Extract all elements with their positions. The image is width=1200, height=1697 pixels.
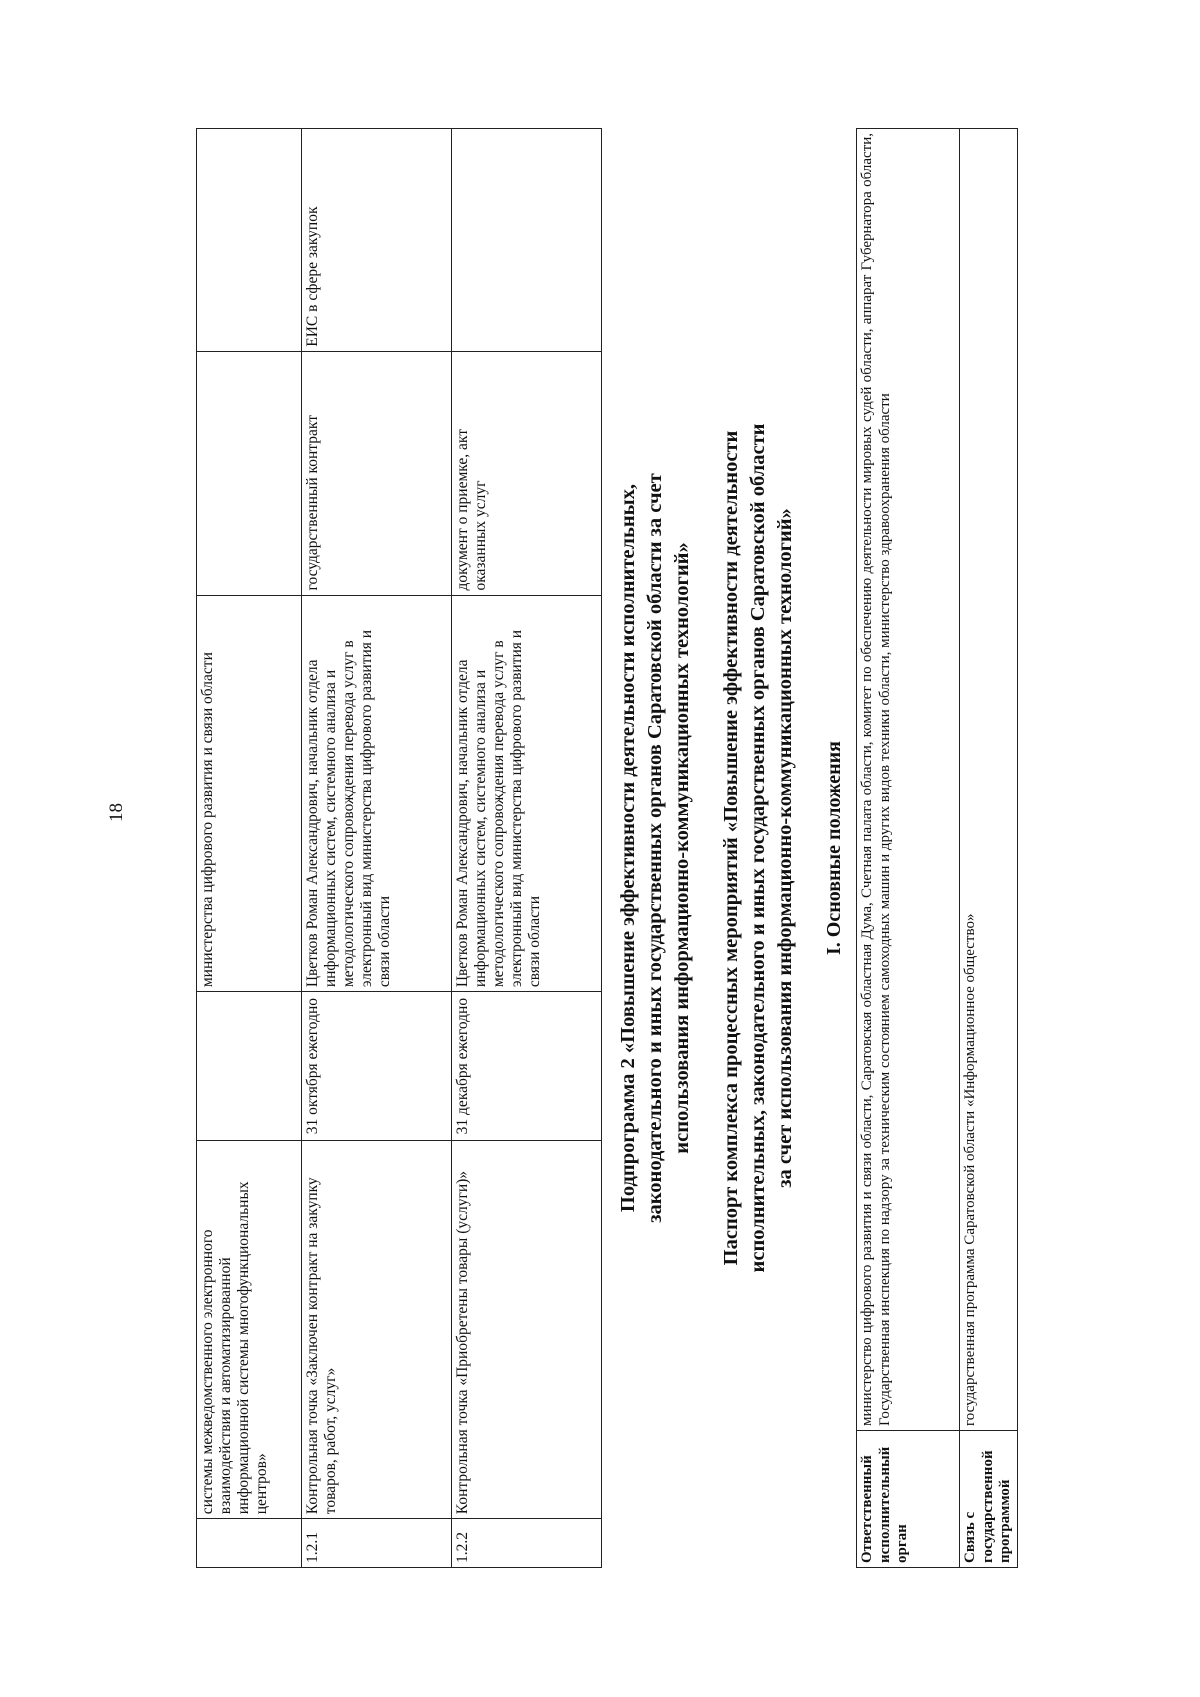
row-responsible: Цветков Роман Александрович, начальник отдела информационных систем, системного анализа и методологического сопровождения перевода услуг в электронный вид министерства цифрового развития и связи области <box>452 595 602 992</box>
row-name: системы межведомственного электронного взаимодействия и автоматизированной информационной системы многофункциональных центров» <box>197 1141 302 1519</box>
subprogram-title: Подпрограмма 2 «Повышение эффективности деятельности исполнительных, законодательного и иных государственных органов Саратовской области за счет использования информационно-коммуникационных технологий» <box>617 473 693 1223</box>
table-row <box>197 129 302 1568</box>
landscape-content <box>150 128 1080 1568</box>
row-document: государственный контракт <box>302 351 452 595</box>
row-date: 31 октября ежегодно <box>302 992 452 1141</box>
row-document <box>197 351 302 595</box>
row-number: 1.2.1 <box>302 1519 452 1568</box>
row-responsible: Цветков Роман Александрович, начальник отдела информационных систем, системного анализа и методологического сопровождения перевода услуг в электронный вид министерства цифрового развития и связи области <box>302 595 452 992</box>
row-value: государственная программа Саратовской области «Информационное общество» <box>960 129 1018 1431</box>
table-row <box>302 129 452 1568</box>
table-row <box>452 129 602 1568</box>
control-points-table <box>196 128 602 1568</box>
page-number: 18 <box>106 803 127 822</box>
table-row <box>960 129 1018 1568</box>
row-label: Связь с государственной программой <box>960 1431 1018 1568</box>
row-number: 1.2.2 <box>452 1519 602 1568</box>
row-system: ЕИС в сфере закупок <box>302 129 452 352</box>
headings-block <box>615 128 870 1568</box>
row-name: Контрольная точка «Приобретены товары (услуги)» <box>452 1141 602 1519</box>
row-system <box>452 129 602 352</box>
section-title: I. Основные положения <box>823 740 845 956</box>
basic-provisions-table <box>856 128 1018 1568</box>
row-date <box>197 992 302 1141</box>
passport-title: Паспорт комплекса процессных мероприятий «Повышение эффективности деятельности исполнительных, законодательного и иных государственных органов Саратовской области за счет использования информационно-коммуникационных технологий» <box>720 423 796 1273</box>
row-value: министерство цифрового развития и связи области, Саратовская областная Дума, Счетная палата области, комитет по обеспечению деятельности мировых судей области, аппарат Губернатора области, Государственная инспекция по надзору за техническим состоянием самоходных машин и других видов техники области, министерство здравоохранения области <box>857 129 960 1431</box>
row-document: документ о приемке, акт оказанных услуг <box>452 351 602 595</box>
row-name: Контрольная точка «Заключен контракт на закупку товаров, работ, услуг» <box>302 1141 452 1519</box>
table-row <box>857 129 960 1568</box>
row-date: 31 декабря ежегодно <box>452 992 602 1141</box>
row-responsible: министерства цифрового развития и связи области <box>197 595 302 992</box>
row-label: Ответственный исполнительный орган <box>857 1431 960 1568</box>
row-number <box>197 1519 302 1568</box>
row-system <box>197 129 302 352</box>
